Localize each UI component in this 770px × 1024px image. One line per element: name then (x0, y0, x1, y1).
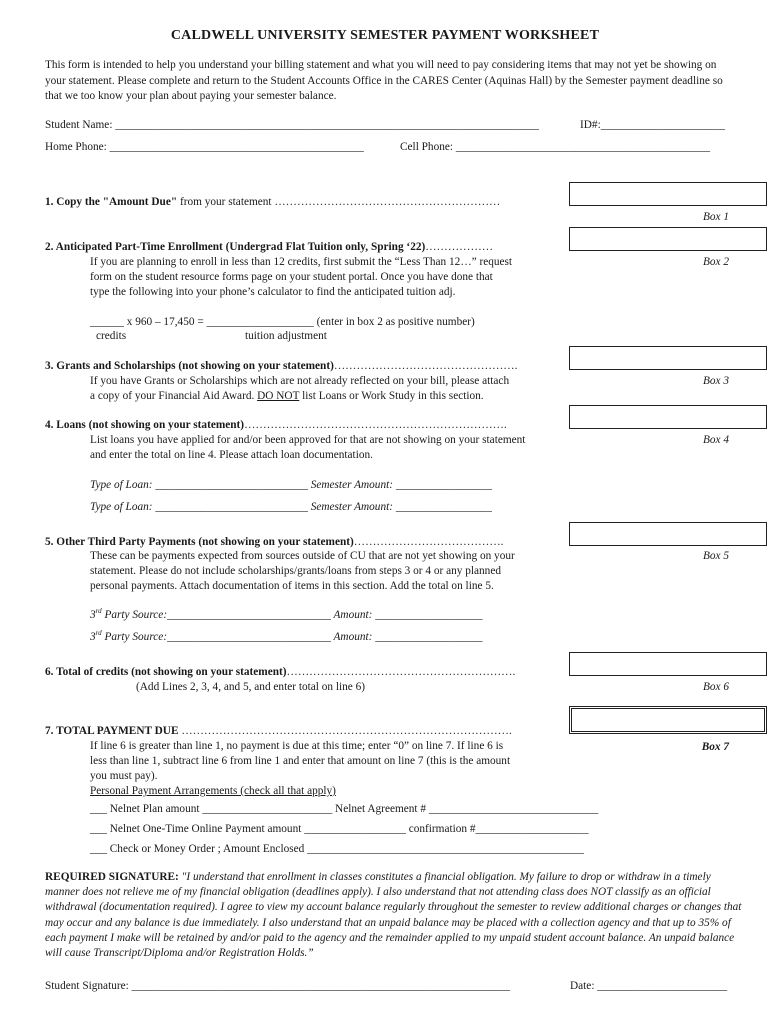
section-2-line-1: If you are planning to enroll in less than 12 credits, first submit the “Less Than 12…” request (90, 256, 513, 268)
box-2-input[interactable] (569, 227, 767, 251)
box-1-input[interactable] (569, 182, 767, 206)
third-party-sup-2: rd (95, 629, 102, 638)
box-6-input[interactable] (569, 652, 767, 676)
box-3-input[interactable] (569, 346, 767, 370)
required-signature-label: REQUIRED SIGNATURE (45, 871, 176, 883)
section-4-title: 4. Loans (not showing on your statement) (45, 419, 245, 431)
third-party-line-1[interactable] (90, 608, 483, 623)
section-3-line-2-post: list Loans or Work Study in this section. (299, 390, 484, 402)
required-signature-paragraph (45, 870, 745, 961)
loan-line-1[interactable]: Type of Loan: ___________________________ Semester Amount: _________________ (90, 479, 492, 491)
student-id-field[interactable]: ID#:______________________ (580, 119, 725, 131)
box-3-label: Box 3 (702, 375, 729, 387)
section-4-dots: ……………………………………………………………. (244, 419, 507, 431)
section-1-title: 1. Copy the "Amount Due" (45, 196, 178, 208)
section-5-dots: …………………………………. (353, 536, 504, 548)
section-2-line-3: type the following into your phone’s calculator to find the anticipated tuition adj. (90, 286, 456, 298)
third-party-prefix-2: 3 (90, 631, 96, 643)
third-party-sup-1: rd (95, 607, 102, 616)
third-party-prefix-1: 3 (90, 609, 96, 621)
section-7-line-1: If line 6 is greater than line 1, no payment is due at this time; enter “0” on line 7. If line 6 is (90, 740, 504, 752)
section-4-line-2: and enter the total on line 4. Please attach loan documentation. (90, 449, 373, 461)
tuition-formula[interactable]: ______ x 960 – 17,450 = ___________________ (enter in box 2 as positive number) (90, 316, 475, 328)
section-2-dots: ……………… (425, 241, 494, 253)
section-3-line-2 (90, 389, 484, 404)
section-1-heading (45, 195, 500, 210)
tuition-adjustment-label: tuition adjustment (245, 330, 327, 342)
section-6-title: 6. Total of credits (not showing on your statement) (45, 666, 287, 678)
section-7-line-2: less than line 1, subtract line 6 from line 1 and enter that amount on line 7 (this is the amount (90, 755, 511, 767)
section-2-line-2: form on the student resource forms page on your student portal. Once you have done that (90, 271, 493, 283)
section-2-heading (45, 240, 493, 255)
intro-paragraph: This form is intended to help you understand your billing statement and what you will need to pay considering items that may not yet be showing on your statement. Please complete and return to the Student Accounts Office in the CARES Center (Aquinas Hall) by the Semester payment deadline so that we too know your plan about paying your semester balance. (45, 59, 723, 102)
section-4-heading (45, 418, 507, 433)
section-3-dots: …………………………………………. (333, 360, 518, 372)
nelnet-one-time-option[interactable]: ___ Nelnet One-Time Online Payment amount __________________ confirmation #____________________ (90, 823, 589, 835)
box-7-label: Box 7 (701, 741, 729, 753)
section-7-line-3: you must pay). (90, 770, 158, 782)
loan-line-2[interactable]: Type of Loan: ___________________________ Semester Amount: _________________ (90, 501, 492, 513)
section-3-heading (45, 359, 517, 374)
student-name-field[interactable]: Student Name: ___________________________________________________________________________ (45, 119, 539, 131)
section-1-rest: from your statement …………………………………………………… (177, 196, 501, 208)
required-colon: : (175, 871, 182, 883)
section-7-dots: ……………………………………………………………………………. (178, 725, 512, 737)
date-field[interactable]: Date: _______________________ (570, 980, 728, 992)
section-6-line: (Add Lines 2, 3, 4, and 5, and enter total on line 6) (136, 681, 366, 693)
student-signature-field[interactable]: Student Signature: ___________________________________________________________________ (45, 980, 511, 992)
nelnet-plan-option[interactable]: ___ Nelnet Plan amount _______________________ Nelnet Agreement # ______________________________ (90, 803, 599, 815)
section-6-heading (45, 665, 515, 680)
box-2-label: Box 2 (702, 256, 729, 268)
section-5-line-2: statement. Please do not include scholarships/grants/loans from steps 3 or 4 or any planned (90, 565, 501, 577)
credits-label: credits (96, 330, 127, 342)
section-3-line-2-pre: a copy of your Financial Aid Award. (90, 390, 258, 402)
box-1-label: Box 1 (702, 211, 729, 223)
page-title: CALDWELL UNIVERSITY SEMESTER PAYMENT WORKSHEET (170, 28, 600, 43)
do-not-emphasis: DO NOT (257, 390, 300, 402)
section-7-title: 7. TOTAL PAYMENT DUE (45, 725, 179, 737)
box-7-input[interactable] (569, 706, 767, 734)
section-5-line-1: These can be payments expected from sources outside of CU that are not yet showing on your (90, 550, 515, 562)
home-phone-field[interactable]: Home Phone: _____________________________________________ (45, 141, 364, 153)
section-5-line-3: personal payments. Attach documentation of items in this section. Add the total on line 5. (90, 580, 494, 592)
section-5-heading (45, 535, 503, 550)
third-party-line-2[interactable] (90, 630, 483, 645)
box-4-label: Box 4 (702, 434, 729, 446)
section-3-line-1: If you have Grants or Scholarships which are not already reflected on your bill, please attach (90, 375, 510, 387)
cell-phone-field[interactable]: Cell Phone: _____________________________________________ (400, 141, 711, 153)
section-3-title: 3. Grants and Scholarships (not showing on your statement) (45, 360, 334, 372)
box-5-input[interactable] (569, 522, 767, 546)
section-6-dots: ……………………………………………………. (286, 666, 516, 678)
required-signature-text: "I understand that enrollment in classes constitutes a financial obligation. My failure to drop or withdraw in a timely manner does not relieve me of my financial obligation (deadlines apply). I also understand that not attending class does NOT classify as an official withdrawal (documentation required). I agree to view my account balance regularly throughout the semester to review additional charges or changes that may occur and any balance is due immediately. I also understand that an unpaid balance may be placed with a collection agency and that up to 35% of each payment I make will be retained by and/or paid to the agency and the remainder applied to my unpaid student account balance. An unpaid balance will cause Transcript/Diploma and/or Registration Holds.” (45, 871, 742, 960)
section-4-line-1: List loans you have applied for and/or been approved for that are not showing on your statement (90, 434, 526, 446)
section-5-title: 5. Other Third Party Payments (not showing on your statement) (45, 536, 354, 548)
payment-arrangements-heading: Personal Payment Arrangements (check all that apply) (90, 785, 336, 797)
box-5-label: Box 5 (702, 550, 729, 562)
box-4-input[interactable] (569, 405, 767, 429)
third-party-rest-1: Party Source:_____________________________ Amount: ___________________ (101, 609, 483, 621)
check-money-order-option[interactable]: ___ Check or Money Order ; Amount Enclosed _________________________________________________ (90, 843, 584, 855)
box-6-label: Box 6 (702, 681, 729, 693)
section-2-title: 2. Anticipated Part-Time Enrollment (Undergrad Flat Tuition only, Spring ‘22) (45, 241, 426, 253)
section-7-heading (45, 724, 512, 739)
third-party-rest-2: Party Source:_____________________________ Amount: ___________________ (101, 631, 483, 643)
